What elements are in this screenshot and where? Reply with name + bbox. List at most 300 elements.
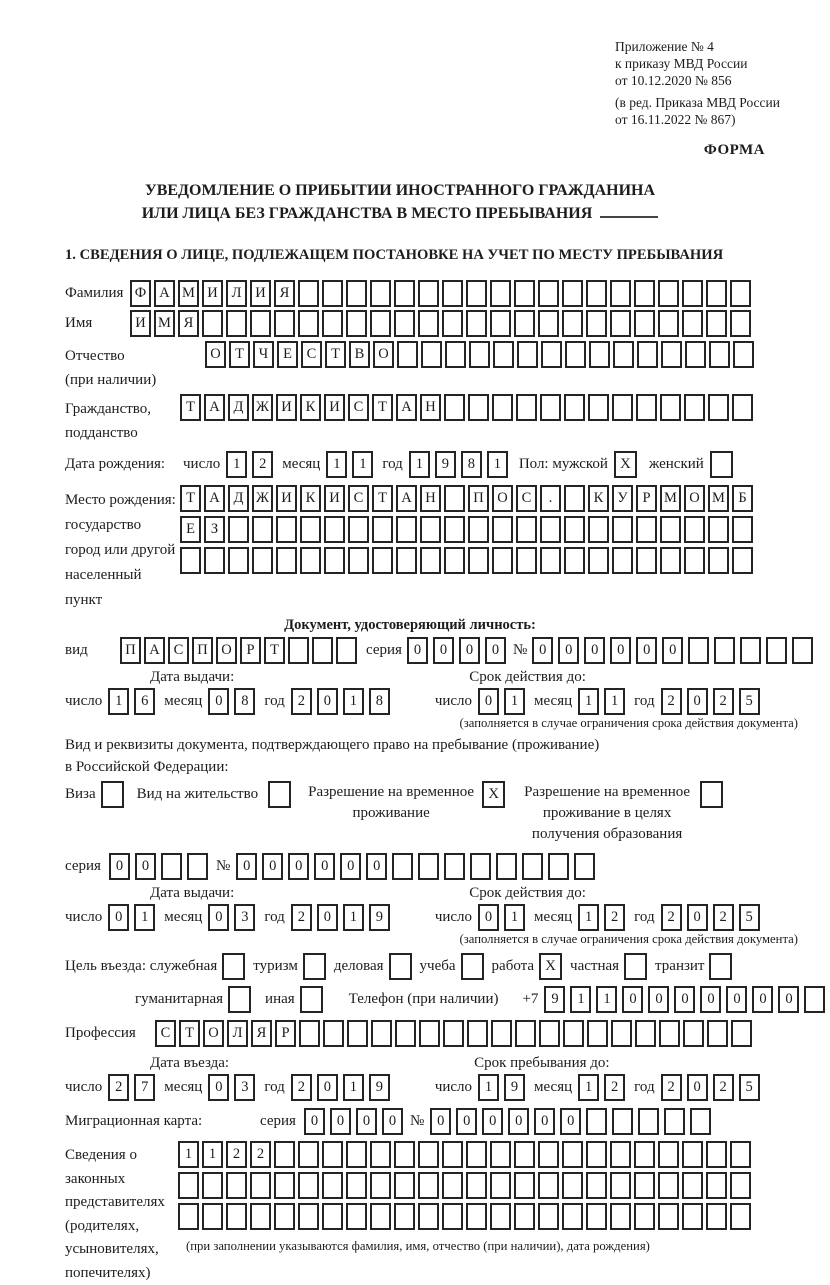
char-cell[interactable] <box>491 1020 512 1047</box>
char-cell[interactable]: 5 <box>739 688 760 715</box>
char-cell[interactable] <box>274 310 295 337</box>
char-cell[interactable]: 0 <box>687 688 708 715</box>
char-cell[interactable] <box>202 1203 223 1230</box>
char-cell[interactable]: И <box>276 394 297 421</box>
char-cell[interactable]: К <box>300 394 321 421</box>
char-cell[interactable]: М <box>660 485 681 512</box>
char-cell[interactable]: 2 <box>226 1141 247 1168</box>
char-cell[interactable] <box>394 1203 415 1230</box>
char-cell[interactable] <box>470 853 491 880</box>
char-cell[interactable]: 0 <box>726 986 747 1013</box>
issue-year-cells[interactable] <box>291 904 395 931</box>
char-cell[interactable] <box>298 310 319 337</box>
char-cell[interactable]: 0 <box>109 853 130 880</box>
citizenship-cells[interactable] <box>180 394 756 421</box>
char-cell[interactable]: А <box>204 394 225 421</box>
char-cell[interactable]: П <box>120 637 141 664</box>
char-cell[interactable]: 0 <box>610 637 631 664</box>
char-cell[interactable] <box>395 1020 416 1047</box>
char-cell[interactable] <box>730 280 751 307</box>
char-cell[interactable]: И <box>250 280 271 307</box>
char-cell[interactable]: 2 <box>604 904 625 931</box>
char-cell[interactable]: 2 <box>250 1141 271 1168</box>
char-cell[interactable] <box>274 1203 295 1230</box>
char-cell[interactable] <box>226 1172 247 1199</box>
char-cell[interactable] <box>587 1020 608 1047</box>
char-cell[interactable] <box>562 280 583 307</box>
char-cell[interactable]: 1 <box>578 688 599 715</box>
char-cell[interactable] <box>660 547 681 574</box>
char-cell[interactable] <box>228 547 249 574</box>
char-cell[interactable] <box>445 341 466 368</box>
char-cell[interactable]: 0 <box>752 986 773 1013</box>
char-cell[interactable] <box>730 1141 751 1168</box>
char-cell[interactable]: 0 <box>778 986 799 1013</box>
char-cell[interactable] <box>250 1172 271 1199</box>
char-cell[interactable] <box>300 516 321 543</box>
expiry-day-cells[interactable] <box>478 904 530 931</box>
char-cell[interactable] <box>636 516 657 543</box>
char-cell[interactable] <box>740 637 761 664</box>
char-cell[interactable] <box>202 310 223 337</box>
char-cell[interactable] <box>660 516 681 543</box>
char-cell[interactable] <box>276 547 297 574</box>
char-cell[interactable]: 1 <box>478 1074 499 1101</box>
char-cell[interactable]: И <box>324 485 345 512</box>
char-cell[interactable] <box>562 1203 583 1230</box>
char-cell[interactable] <box>444 485 465 512</box>
stay-day-cells[interactable] <box>478 1074 530 1101</box>
char-cell[interactable]: 2 <box>291 688 312 715</box>
expiry-month-cells[interactable] <box>578 688 630 715</box>
char-cell[interactable] <box>611 1020 632 1047</box>
char-cell[interactable] <box>637 341 658 368</box>
char-cell[interactable]: 0 <box>330 1108 351 1135</box>
char-cell[interactable] <box>490 1172 511 1199</box>
sex-male-checkbox[interactable]: X <box>614 451 637 478</box>
char-cell[interactable] <box>346 310 367 337</box>
char-cell[interactable]: 2 <box>291 1074 312 1101</box>
char-cell[interactable] <box>298 1141 319 1168</box>
char-cell[interactable]: Ж <box>252 394 273 421</box>
char-cell[interactable] <box>490 280 511 307</box>
temp-residence-checkbox[interactable]: X <box>482 781 505 808</box>
char-cell[interactable] <box>706 310 727 337</box>
issue-month-cells[interactable] <box>208 688 260 715</box>
char-cell[interactable] <box>538 1203 559 1230</box>
char-cell[interactable]: 7 <box>134 1074 155 1101</box>
char-cell[interactable] <box>178 1172 199 1199</box>
char-cell[interactable]: Я <box>274 280 295 307</box>
char-cell[interactable] <box>612 1108 633 1135</box>
char-cell[interactable] <box>276 516 297 543</box>
char-cell[interactable] <box>421 341 442 368</box>
char-cell[interactable] <box>684 547 705 574</box>
char-cell[interactable] <box>346 1203 367 1230</box>
char-cell[interactable]: К <box>300 485 321 512</box>
char-cell[interactable] <box>187 853 208 880</box>
char-cell[interactable] <box>466 1203 487 1230</box>
char-cell[interactable]: 2 <box>713 904 734 931</box>
char-cell[interactable] <box>324 516 345 543</box>
char-cell[interactable] <box>683 1020 704 1047</box>
char-cell[interactable]: 8 <box>234 688 255 715</box>
char-cell[interactable] <box>610 280 631 307</box>
char-cell[interactable] <box>392 853 413 880</box>
char-cell[interactable]: Д <box>228 485 249 512</box>
char-cell[interactable]: А <box>144 637 165 664</box>
char-cell[interactable]: 0 <box>584 637 605 664</box>
char-cell[interactable] <box>658 280 679 307</box>
representatives-cells-row2[interactable] <box>178 1172 754 1199</box>
char-cell[interactable]: 1 <box>409 451 430 478</box>
char-cell[interactable] <box>442 280 463 307</box>
char-cell[interactable] <box>714 637 735 664</box>
char-cell[interactable] <box>634 1141 655 1168</box>
char-cell[interactable]: 0 <box>208 1074 229 1101</box>
char-cell[interactable]: О <box>203 1020 224 1047</box>
char-cell[interactable] <box>682 1203 703 1230</box>
char-cell[interactable] <box>396 547 417 574</box>
char-cell[interactable]: 1 <box>578 1074 599 1101</box>
char-cell[interactable] <box>252 516 273 543</box>
char-cell[interactable]: 0 <box>478 904 499 931</box>
char-cell[interactable]: Р <box>240 637 261 664</box>
char-cell[interactable] <box>563 1020 584 1047</box>
char-cell[interactable]: 2 <box>661 1074 682 1101</box>
char-cell[interactable] <box>493 341 514 368</box>
char-cell[interactable] <box>731 1020 752 1047</box>
char-cell[interactable] <box>548 853 569 880</box>
char-cell[interactable] <box>634 1172 655 1199</box>
char-cell[interactable]: М <box>708 485 729 512</box>
char-cell[interactable] <box>514 1203 535 1230</box>
doc-series-cells[interactable] <box>407 637 511 664</box>
purpose-official-checkbox[interactable] <box>222 953 245 980</box>
char-cell[interactable] <box>541 341 562 368</box>
migration-series-cells[interactable] <box>304 1108 408 1135</box>
char-cell[interactable] <box>564 516 585 543</box>
char-cell[interactable] <box>336 637 357 664</box>
char-cell[interactable]: 1 <box>352 451 373 478</box>
char-cell[interactable] <box>370 310 391 337</box>
char-cell[interactable]: Р <box>275 1020 296 1047</box>
char-cell[interactable] <box>466 1172 487 1199</box>
migration-number-cells[interactable] <box>430 1108 716 1135</box>
char-cell[interactable] <box>396 516 417 543</box>
char-cell[interactable]: А <box>154 280 175 307</box>
char-cell[interactable] <box>370 1141 391 1168</box>
char-cell[interactable] <box>538 310 559 337</box>
char-cell[interactable] <box>516 547 537 574</box>
char-cell[interactable]: 0 <box>485 637 506 664</box>
char-cell[interactable]: 1 <box>343 1074 364 1101</box>
char-cell[interactable]: Р <box>636 485 657 512</box>
char-cell[interactable]: 0 <box>262 853 283 880</box>
char-cell[interactable]: С <box>348 485 369 512</box>
purpose-humanitarian-checkbox[interactable] <box>228 986 251 1013</box>
sex-female-checkbox[interactable] <box>710 451 733 478</box>
char-cell[interactable] <box>226 310 247 337</box>
residence-permit-checkbox[interactable] <box>268 781 291 808</box>
char-cell[interactable] <box>708 547 729 574</box>
char-cell[interactable]: Я <box>178 310 199 337</box>
char-cell[interactable]: Ж <box>252 485 273 512</box>
char-cell[interactable] <box>564 485 585 512</box>
char-cell[interactable] <box>370 280 391 307</box>
char-cell[interactable]: 3 <box>234 904 255 931</box>
char-cell[interactable]: 0 <box>433 637 454 664</box>
char-cell[interactable]: С <box>516 485 537 512</box>
stay-year-cells[interactable] <box>661 1074 765 1101</box>
char-cell[interactable]: Л <box>226 280 247 307</box>
char-cell[interactable] <box>394 310 415 337</box>
char-cell[interactable]: О <box>205 341 226 368</box>
char-cell[interactable] <box>690 1108 711 1135</box>
expiry-year-cells[interactable] <box>661 904 765 931</box>
expiry-day-cells[interactable] <box>478 688 530 715</box>
char-cell[interactable]: А <box>204 485 225 512</box>
char-cell[interactable] <box>682 1172 703 1199</box>
char-cell[interactable]: 0 <box>478 688 499 715</box>
char-cell[interactable] <box>467 1020 488 1047</box>
char-cell[interactable]: 5 <box>739 1074 760 1101</box>
char-cell[interactable]: 0 <box>482 1108 503 1135</box>
char-cell[interactable] <box>492 547 513 574</box>
char-cell[interactable]: 1 <box>343 688 364 715</box>
char-cell[interactable] <box>589 341 610 368</box>
char-cell[interactable] <box>466 1141 487 1168</box>
issue-year-cells[interactable] <box>291 688 395 715</box>
char-cell[interactable]: Т <box>372 485 393 512</box>
char-cell[interactable]: О <box>684 485 705 512</box>
char-cell[interactable] <box>443 1020 464 1047</box>
char-cell[interactable] <box>490 310 511 337</box>
char-cell[interactable]: И <box>130 310 151 337</box>
char-cell[interactable]: 0 <box>687 1074 708 1101</box>
char-cell[interactable]: 1 <box>178 1141 199 1168</box>
char-cell[interactable] <box>517 341 538 368</box>
char-cell[interactable]: 0 <box>508 1108 529 1135</box>
char-cell[interactable]: 1 <box>202 1141 223 1168</box>
char-cell[interactable]: 1 <box>578 904 599 931</box>
char-cell[interactable]: Т <box>229 341 250 368</box>
char-cell[interactable]: О <box>492 485 513 512</box>
char-cell[interactable] <box>419 1020 440 1047</box>
char-cell[interactable] <box>638 1108 659 1135</box>
temp-residence-edu-checkbox[interactable] <box>700 781 723 808</box>
char-cell[interactable]: Е <box>277 341 298 368</box>
char-cell[interactable]: Н <box>420 485 441 512</box>
birth-year-cells[interactable] <box>409 451 513 478</box>
char-cell[interactable]: Т <box>372 394 393 421</box>
char-cell[interactable] <box>612 516 633 543</box>
profession-cells[interactable] <box>155 1020 755 1047</box>
char-cell[interactable] <box>610 1172 631 1199</box>
char-cell[interactable] <box>684 516 705 543</box>
issue-day-cells[interactable] <box>108 688 160 715</box>
char-cell[interactable] <box>394 1141 415 1168</box>
char-cell[interactable] <box>562 1172 583 1199</box>
char-cell[interactable] <box>442 1172 463 1199</box>
purpose-business-checkbox[interactable] <box>389 953 412 980</box>
char-cell[interactable] <box>766 637 787 664</box>
char-cell[interactable]: 0 <box>407 637 428 664</box>
char-cell[interactable]: 2 <box>661 688 682 715</box>
char-cell[interactable]: А <box>396 485 417 512</box>
char-cell[interactable]: 0 <box>366 853 387 880</box>
birth-place-cells-row2[interactable] <box>180 516 756 543</box>
char-cell[interactable] <box>516 394 537 421</box>
char-cell[interactable]: Е <box>180 516 201 543</box>
char-cell[interactable]: 0 <box>382 1108 403 1135</box>
char-cell[interactable]: 0 <box>430 1108 451 1135</box>
char-cell[interactable] <box>468 394 489 421</box>
char-cell[interactable] <box>792 637 813 664</box>
char-cell[interactable]: П <box>192 637 213 664</box>
char-cell[interactable] <box>466 310 487 337</box>
char-cell[interactable]: 9 <box>369 904 390 931</box>
char-cell[interactable]: 1 <box>226 451 247 478</box>
char-cell[interactable] <box>514 310 535 337</box>
char-cell[interactable]: 9 <box>504 1074 525 1101</box>
char-cell[interactable]: Т <box>179 1020 200 1047</box>
issue-month-cells[interactable] <box>208 904 260 931</box>
char-cell[interactable]: 0 <box>700 986 721 1013</box>
char-cell[interactable]: 0 <box>304 1108 325 1135</box>
char-cell[interactable] <box>588 394 609 421</box>
char-cell[interactable] <box>706 1141 727 1168</box>
char-cell[interactable] <box>522 853 543 880</box>
purpose-tourism-checkbox[interactable] <box>303 953 326 980</box>
char-cell[interactable] <box>661 341 682 368</box>
char-cell[interactable] <box>252 547 273 574</box>
char-cell[interactable] <box>274 1172 295 1199</box>
birth-place-cells-row3[interactable] <box>180 547 756 574</box>
char-cell[interactable] <box>574 853 595 880</box>
char-cell[interactable] <box>274 1141 295 1168</box>
char-cell[interactable] <box>685 341 706 368</box>
char-cell[interactable] <box>612 394 633 421</box>
char-cell[interactable] <box>299 1020 320 1047</box>
char-cell[interactable]: Ч <box>253 341 274 368</box>
char-cell[interactable] <box>730 1203 751 1230</box>
char-cell[interactable] <box>562 1141 583 1168</box>
char-cell[interactable] <box>564 547 585 574</box>
purpose-transit-checkbox[interactable] <box>709 953 732 980</box>
char-cell[interactable] <box>515 1020 536 1047</box>
char-cell[interactable]: Ф <box>130 280 151 307</box>
char-cell[interactable]: 9 <box>435 451 456 478</box>
char-cell[interactable]: 8 <box>369 688 390 715</box>
char-cell[interactable]: О <box>373 341 394 368</box>
char-cell[interactable] <box>586 1172 607 1199</box>
char-cell[interactable] <box>708 516 729 543</box>
char-cell[interactable]: 0 <box>314 853 335 880</box>
char-cell[interactable] <box>514 1172 535 1199</box>
char-cell[interactable]: 1 <box>604 688 625 715</box>
char-cell[interactable] <box>418 1203 439 1230</box>
char-cell[interactable] <box>636 547 657 574</box>
char-cell[interactable] <box>732 547 753 574</box>
char-cell[interactable] <box>709 341 730 368</box>
char-cell[interactable]: С <box>168 637 189 664</box>
char-cell[interactable] <box>180 547 201 574</box>
char-cell[interactable] <box>706 1172 727 1199</box>
char-cell[interactable]: 2 <box>661 904 682 931</box>
char-cell[interactable]: С <box>301 341 322 368</box>
char-cell[interactable] <box>540 547 561 574</box>
char-cell[interactable]: К <box>588 485 609 512</box>
char-cell[interactable] <box>202 1172 223 1199</box>
char-cell[interactable] <box>706 1203 727 1230</box>
char-cell[interactable] <box>664 1108 685 1135</box>
char-cell[interactable] <box>418 1172 439 1199</box>
char-cell[interactable] <box>684 394 705 421</box>
char-cell[interactable]: С <box>155 1020 176 1047</box>
entry-day-cells[interactable] <box>108 1074 160 1101</box>
char-cell[interactable] <box>468 516 489 543</box>
char-cell[interactable]: 5 <box>739 904 760 931</box>
char-cell[interactable] <box>586 310 607 337</box>
char-cell[interactable] <box>418 853 439 880</box>
char-cell[interactable] <box>322 1203 343 1230</box>
char-cell[interactable] <box>658 1172 679 1199</box>
visa-checkbox[interactable] <box>101 781 124 808</box>
doc-kind-cells[interactable] <box>120 637 360 664</box>
representatives-cells-row3[interactable] <box>178 1203 754 1230</box>
char-cell[interactable] <box>370 1172 391 1199</box>
char-cell[interactable]: 0 <box>317 1074 338 1101</box>
char-cell[interactable]: 1 <box>596 986 617 1013</box>
char-cell[interactable]: 0 <box>456 1108 477 1135</box>
char-cell[interactable] <box>418 310 439 337</box>
char-cell[interactable] <box>161 853 182 880</box>
char-cell[interactable] <box>322 310 343 337</box>
char-cell[interactable]: Д <box>228 394 249 421</box>
char-cell[interactable] <box>564 394 585 421</box>
char-cell[interactable]: 1 <box>343 904 364 931</box>
char-cell[interactable]: Я <box>251 1020 272 1047</box>
expiry-month-cells[interactable] <box>578 904 630 931</box>
char-cell[interactable]: 0 <box>648 986 669 1013</box>
entry-month-cells[interactable] <box>208 1074 260 1101</box>
char-cell[interactable] <box>707 1020 728 1047</box>
char-cell[interactable] <box>324 547 345 574</box>
char-cell[interactable] <box>226 1203 247 1230</box>
char-cell[interactable] <box>469 341 490 368</box>
char-cell[interactable]: 0 <box>560 1108 581 1135</box>
char-cell[interactable] <box>586 1141 607 1168</box>
stay-month-cells[interactable] <box>578 1074 630 1101</box>
char-cell[interactable] <box>490 1203 511 1230</box>
char-cell[interactable] <box>323 1020 344 1047</box>
char-cell[interactable] <box>588 547 609 574</box>
char-cell[interactable] <box>660 394 681 421</box>
char-cell[interactable]: 0 <box>662 637 683 664</box>
name-cells[interactable] <box>130 310 754 337</box>
char-cell[interactable] <box>659 1020 680 1047</box>
char-cell[interactable] <box>492 394 513 421</box>
char-cell[interactable] <box>468 547 489 574</box>
char-cell[interactable] <box>562 310 583 337</box>
char-cell[interactable] <box>442 310 463 337</box>
char-cell[interactable] <box>586 1203 607 1230</box>
surname-cells[interactable] <box>130 280 754 307</box>
char-cell[interactable]: М <box>178 280 199 307</box>
entry-year-cells[interactable] <box>291 1074 395 1101</box>
char-cell[interactable]: 1 <box>108 688 129 715</box>
